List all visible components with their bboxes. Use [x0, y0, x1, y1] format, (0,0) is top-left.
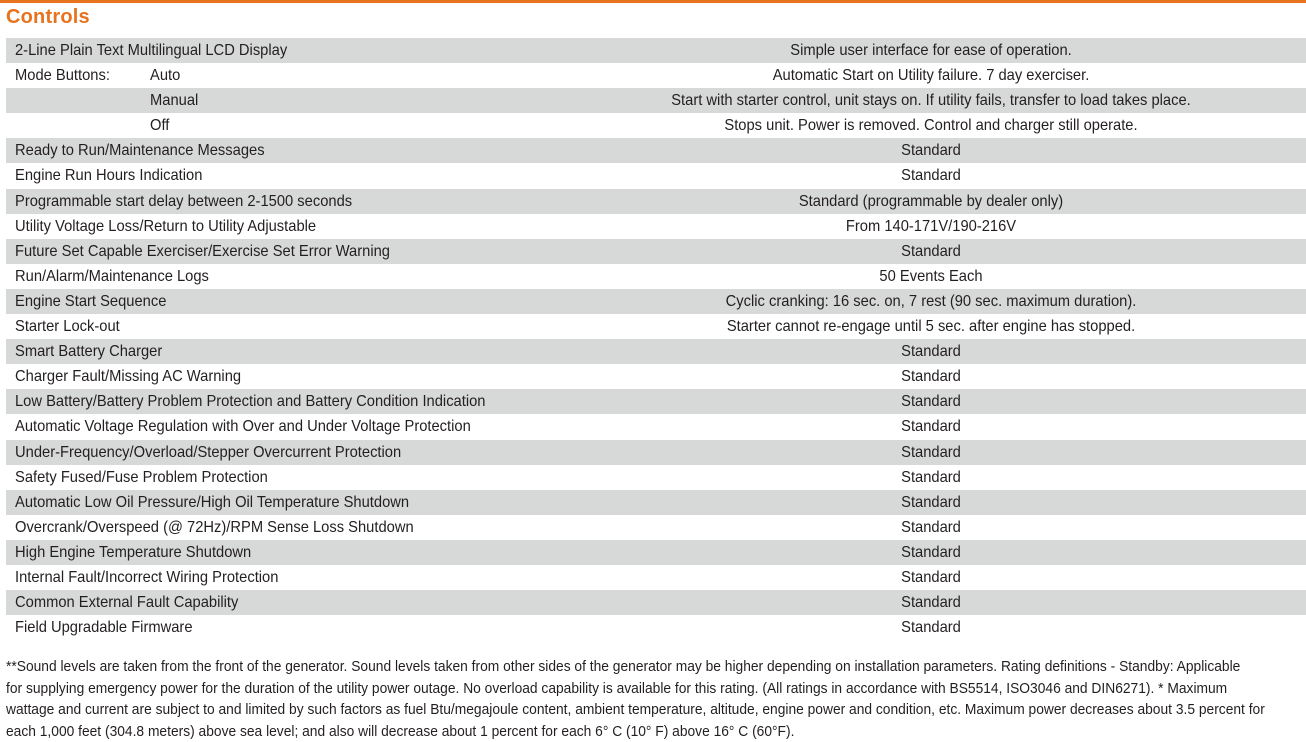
table-row: [6, 214, 1306, 239]
table-row: [6, 38, 1306, 63]
table-row: [6, 615, 1306, 640]
feature-value: Standard: [901, 543, 961, 561]
feature-label: Automatic Voltage Regulation with Over and Under Voltage Protection: [15, 418, 471, 436]
feature-label: Common External Fault Capability: [15, 594, 239, 612]
table-row: [6, 289, 1306, 314]
table-row: [6, 138, 1306, 163]
feature-label: Programmable start delay between 2-1500 seconds: [15, 192, 353, 210]
feature-label: Automatic Low Oil Pressure/High Oil Temperature Shutdown: [15, 493, 410, 511]
feature-value: Automatic Start on Utility failure. 7 day exerciser.: [772, 67, 1090, 85]
feature-label: Safety Fused/Fuse Problem Protection: [15, 468, 268, 486]
feature-value: Simple user interface for ease of operation.: [790, 42, 1072, 59]
feature-label: Starter Lock-out: [15, 318, 120, 336]
table-row: [6, 465, 1306, 490]
feature-label: High Engine Temperature Shutdown: [15, 543, 252, 561]
feature-value: Standard: [901, 594, 961, 612]
table-row: [6, 565, 1306, 590]
feature-value: Standard: [901, 242, 961, 260]
feature-label: Engine Start Sequence: [15, 292, 167, 310]
feature-label: Internal Fault/Incorrect Wiring Protection: [15, 568, 279, 586]
table-row: [6, 163, 1306, 188]
feature-value: Standard: [901, 368, 961, 386]
top-rule: [0, 0, 1306, 3]
table-row: [6, 339, 1306, 364]
table-row: [6, 63, 1306, 88]
feature-value: Standard: [901, 518, 961, 536]
footnote-line: wattage and current are subject to and limited by such factors as fuel Btu/megajoule content, ambient temperature, altitude, engine power and condition, etc. Maximum power decreases about 3.5 percent for: [6, 701, 1265, 718]
table-row: [6, 113, 1306, 138]
feature-label: Overcrank/Overspeed (@ 72Hz)/RPM Sense Loss Shutdown: [15, 518, 414, 536]
feature-label: Charger Fault/Missing AC Warning: [15, 368, 242, 386]
feature-value: Standard: [901, 167, 961, 185]
footnote: [6, 656, 1265, 742]
feature-value: Cyclic cranking: 16 sec. on, 7 rest (90 sec. maximum duration).: [725, 292, 1137, 310]
table-row: [6, 189, 1306, 214]
feature-value: Stops unit. Power is removed. Control and charger still operate.: [724, 117, 1138, 135]
feature-value: Standard: [901, 418, 961, 436]
feature-label: Smart Battery Charger: [15, 343, 163, 361]
feature-label: Utility Voltage Loss/Return to Utility Adjustable: [15, 217, 317, 235]
table-row: [6, 364, 1306, 389]
controls-spec-table: [6, 38, 1306, 640]
table-row: [6, 490, 1306, 515]
feature-sublabel: Manual: [150, 92, 199, 110]
feature-label: Engine Run Hours Indication: [15, 167, 203, 185]
feature-value: Standard (programmable by dealer only): [798, 192, 1064, 210]
table-row: [6, 314, 1306, 339]
feature-value: Standard: [901, 142, 961, 160]
feature-value: Standard: [901, 443, 961, 461]
section-title: Controls: [6, 6, 90, 28]
feature-sublabel: Auto: [150, 67, 181, 85]
table-row: [6, 515, 1306, 540]
feature-value: Starter cannot re-engage until 5 sec. after engine has stopped.: [726, 318, 1136, 336]
feature-label: Mode Buttons:: [15, 67, 110, 85]
feature-value: Standard: [901, 343, 961, 361]
table-row: [6, 414, 1306, 439]
table-row: [6, 264, 1306, 289]
feature-label: Field Upgradable Firmware: [15, 619, 193, 637]
feature-label: Under-Frequency/Overload/Stepper Overcurrent Protection: [15, 443, 402, 461]
footnote-line: each 1,000 feet (304.8 meters) above sea level; and also will decrease about 1 percent for each 6° C (10° F) above 16° C (60°F).: [6, 722, 795, 740]
footnote-line: **Sound levels are taken from the front of the generator. Sound levels taken from other sides of the generator may be higher depending on installation parameters. Rating definitions - Standby: Applicable: [6, 658, 1241, 675]
feature-value: 50 Events Each: [879, 267, 983, 285]
feature-sublabel: Off: [150, 117, 170, 135]
feature-value: Standard: [901, 568, 961, 586]
feature-label: Future Set Capable Exerciser/Exercise Set Error Warning: [15, 242, 390, 260]
feature-label: Low Battery/Battery Problem Protection and Battery Condition Indication: [15, 393, 486, 411]
table-row: [6, 590, 1306, 615]
table-row: [6, 239, 1306, 264]
footnote-line: for supplying emergency power for the duration of the utility power outage. No overload capability is available for this rating. (All ratings in accordance with BS5514, ISO3046 and DIN6271). * Maximum: [6, 679, 1228, 697]
feature-value: Standard: [901, 468, 961, 486]
feature-value: From 140-171V/190-216V: [845, 217, 1017, 235]
table-row: [6, 88, 1306, 113]
feature-value: Standard: [901, 619, 961, 637]
feature-value: Start with starter control, unit stays on. If utility fails, transfer to load takes place.: [671, 92, 1191, 110]
feature-value: Standard: [901, 493, 961, 511]
feature-label: Run/Alarm/Maintenance Logs: [15, 267, 209, 285]
feature-value: Standard: [901, 393, 961, 411]
feature-label: Ready to Run/Maintenance Messages: [15, 142, 265, 160]
table-row: [6, 440, 1306, 465]
table-row: [6, 389, 1306, 414]
feature-label: 2-Line Plain Text Multilingual LCD Display: [15, 42, 288, 59]
table-row: [6, 540, 1306, 565]
